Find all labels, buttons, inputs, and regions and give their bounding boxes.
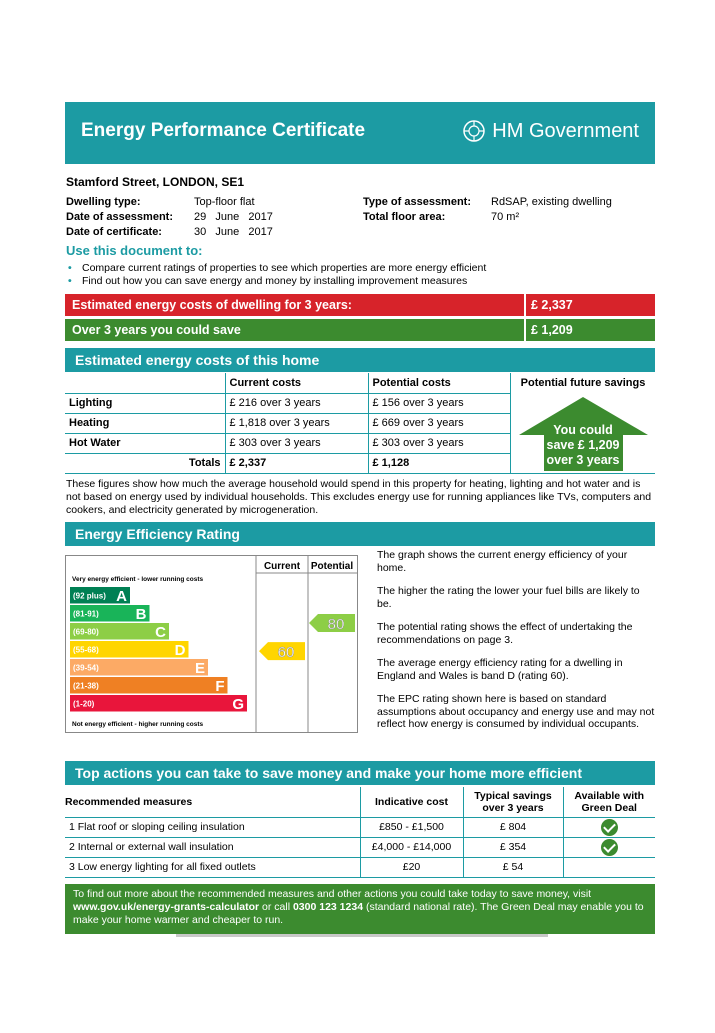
table-row: 3 Low energy lighting for all fixed outlets £20 £ 54 — [65, 857, 655, 877]
type-assessment-label: Type of assessment: — [363, 196, 472, 208]
band-letter-label: E — [194, 660, 205, 677]
bottom-note: Not energy efficient - higher running costs — [72, 721, 204, 728]
epc-header — [65, 102, 655, 164]
green-deal-header: Available with Green Deal — [563, 787, 655, 817]
estimated-costs-label: Estimated energy costs of dwelling for 3 years: — [72, 298, 352, 312]
future-savings-header: Potential future savings — [520, 377, 646, 389]
dwelling-type-label: Dwelling type: — [66, 196, 141, 208]
band-range-label: (1-20) — [73, 699, 95, 709]
top-note: Very energy efficient - lower running costs — [72, 576, 204, 583]
band-letter-label: C — [155, 624, 166, 641]
dwelling-type-value: Top-floor flat — [194, 196, 255, 208]
divider — [176, 934, 548, 937]
table-row: 1 Flat roof or sloping ceiling insulation £850 - £1,500 £ 804 — [65, 817, 655, 837]
date-certificate-label: Date of certificate: — [66, 226, 162, 238]
arrow-text-line-3: over 3 years — [546, 453, 620, 467]
rating-section-header — [65, 522, 655, 546]
list-item: • Find out how you can save energy and money by installing improvement measures — [66, 275, 486, 288]
potential-future-savings — [510, 373, 655, 474]
details-right — [363, 195, 612, 225]
costs-table — [65, 373, 655, 474]
band-range-label: (55-68) — [73, 645, 99, 655]
phone-number: 0300 123 1234 — [292, 901, 364, 913]
actions-section-header — [65, 761, 655, 785]
type-assessment-value: RdSAP, existing dwelling — [491, 196, 612, 208]
potential-rating-marker-value: 80 — [327, 616, 345, 633]
green-deal-check-icon — [601, 819, 618, 836]
crest-icon — [462, 119, 486, 143]
date-assessment-label: Date of assessment: — [66, 211, 173, 223]
savings-label: Over 3 years you could save — [72, 323, 241, 337]
rating-paragraph: The graph shows the current energy efficiency of your home. — [377, 549, 628, 574]
property-address: Stamford Street, LONDON, SE1 — [66, 175, 245, 189]
estimated-costs-bar — [65, 294, 655, 316]
band-range-label: (69-80) — [73, 627, 99, 637]
grants-calculator-link[interactable]: www.gov.uk/energy-grants-calculator — [73, 901, 260, 913]
measures-header: Recommended measures — [65, 787, 360, 817]
hm-government-logo — [462, 119, 639, 143]
current-rating-marker-value: 60 — [277, 644, 295, 662]
costs-section-title: Estimated energy costs of this home — [75, 352, 320, 368]
rating-paragraph: The average energy efficiency rating for a dwelling in England and Wales is band D (rating 60). — [377, 657, 623, 682]
rating-paragraph: The EPC rating shown here is based on standard assumptions about occupancy and energy use and may not reflect how energy is consumed by individual occupants. — [377, 693, 655, 730]
rating-section-title: Energy Efficiency Rating — [75, 526, 240, 542]
current-column-header: Current — [263, 561, 301, 572]
savings-value: £ 1,209 — [531, 323, 573, 337]
actions-table — [65, 787, 655, 878]
costs-section-header — [65, 348, 655, 372]
gov-name: HM Government — [492, 119, 639, 142]
actions-section-title: Top actions you can take to save money and make your home more efficient — [75, 765, 582, 781]
floor-area-label: Total floor area: — [363, 211, 446, 223]
rating-paragraph: The higher the rating the lower your fuel bills are likely to be. — [377, 585, 640, 610]
table-row: Lighting £ 216 over 3 years £ 156 over 3 years — [65, 393, 510, 413]
cost-header: Indicative cost — [360, 787, 463, 817]
table-row: 2 Internal or external wall insulation £4,000 - £14,000 £ 354 — [65, 837, 655, 857]
use-document-title: Use this document to: — [66, 243, 203, 258]
list-item: • Compare current ratings of properties to see which properties are more energy efficient — [66, 262, 486, 275]
costs-note: These figures show how much the average household would spend in this property for heating, lighting and hot water and is not based on energy used by individual households. This excludes energy use for running appliances like TVs, computers and cookers, and electricity generated by microgeneration. — [66, 478, 652, 516]
potential-costs-header: Potential costs — [368, 373, 510, 393]
current-costs-header: Current costs — [225, 373, 368, 393]
date-certificate-value: 30 June 2017 — [194, 226, 273, 238]
band-letter-label: B — [135, 606, 147, 623]
band-letter-label: G — [232, 696, 244, 713]
rating-graph — [66, 556, 357, 732]
band-range-label: (92 plus) — [73, 591, 106, 601]
table-row: Hot Water £ 303 over 3 years £ 303 over 3 years — [65, 433, 510, 453]
savings-header: Typical savings over 3 years — [463, 787, 563, 817]
floor-area-value: 70 m² — [491, 211, 520, 223]
arrow-text-line-2: save £ 1,209 — [546, 438, 620, 452]
potential-column-header: Potential — [310, 561, 354, 572]
band-letter-label: D — [174, 642, 186, 659]
band-range-label: (81-91) — [73, 609, 99, 619]
band-letter-label: F — [215, 678, 225, 695]
certificate-title: Energy Performance Certificate — [81, 120, 366, 141]
band-range-label: (39-54) — [73, 663, 99, 673]
arrow-text-line-1: You could — [553, 423, 613, 437]
details-left — [66, 195, 273, 240]
footer-info: To find out more about the recommended measures and other actions you could take today to save money, visit www.gov.uk/energy-grants-calculator or call 0300 123 1234 (standard national rate). The Green Deal may enable you to make your home warmer and cheaper to run. — [65, 884, 655, 934]
savings-arrow-icon — [515, 397, 652, 471]
date-assessment-value: 29 June 2017 — [194, 211, 273, 223]
band-letter-label: A — [116, 588, 127, 605]
rating-band-g — [70, 695, 247, 712]
green-deal-check-icon — [601, 839, 618, 856]
use-document-list — [66, 262, 486, 288]
savings-bar — [65, 319, 655, 341]
totals-row: Totals £ 2,337 £ 1,128 — [65, 453, 510, 473]
rating-paragraph: The potential rating shows the effect of undertaking the recommendations on page 3. — [377, 621, 633, 646]
energy-rating-chart — [65, 555, 358, 733]
band-range-label: (21-38) — [73, 681, 99, 691]
rating-explanation — [377, 549, 657, 742]
table-row: Heating £ 1,818 over 3 years £ 669 over 3 years — [65, 413, 510, 433]
estimated-costs-value: £ 2,337 — [531, 298, 573, 312]
